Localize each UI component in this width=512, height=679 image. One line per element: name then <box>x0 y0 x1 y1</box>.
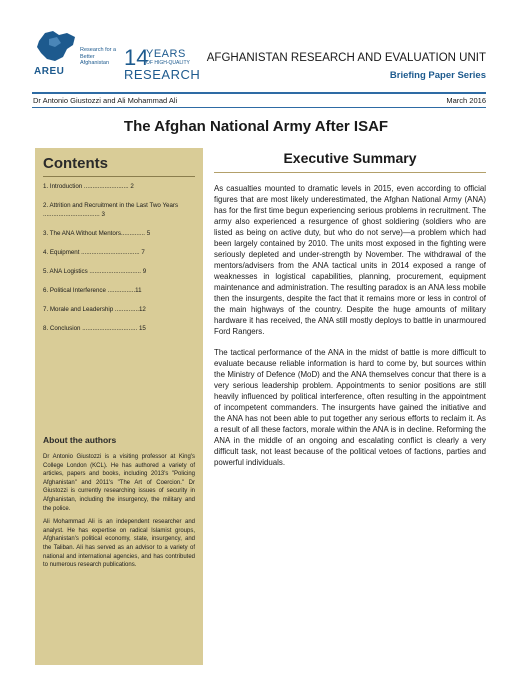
series-name: Briefing Paper Series <box>389 70 486 81</box>
years-word: YEARS <box>146 48 186 60</box>
toc-item[interactable]: 1. Introduction .......................... 2 <box>43 183 134 190</box>
sidebar <box>35 148 203 665</box>
toc-item[interactable]: 8. Conclusion ................................ 15 <box>43 325 146 332</box>
executive-summary-body <box>214 183 486 478</box>
author-byline: Dr Antonio Giustozzi and Ali Mohammad Ali <box>33 96 178 105</box>
summary-paragraph: The tactical performance of the ANA in the midst of battle is more difficult to evaluate because reliable information is hard to come by, but sources within the Ministry of Defence (MoD) and the ANA themselves concur that there is a very serious leadership problem. Appointments to senior positions are still heavily influenced by political interference, often resulting in the appointment of incompetent commanders. The insurgents have gained the initiative and the ANA has not been able to put together any serious efforts to reclaim it. As a result of all these factors, morale within the ANA is in decline. Reforming the ANA in the middle of an ongoing and escalating conflict is clearly a very difficult task, not least because of the political vetoes of factions, parties and powerful individuals. <box>214 348 486 467</box>
years-number: 14 <box>124 45 149 70</box>
toc-item[interactable]: 2. Attrition and Recruitment in the Last Two Years ................................. 3 <box>43 202 179 218</box>
organization-name: AFGHANISTAN RESEARCH AND EVALUATION UNIT <box>206 52 486 64</box>
toc-item[interactable]: 7. Morale and Leadership ..............12 <box>43 306 146 313</box>
byline-divider <box>32 107 486 108</box>
author-bio-giustozzi: Dr Antonio Giustozzi is a visiting professor at King's College London (KCL). He has authored a variety of articles, papers and books, including 2013's "Policing Afghanistan" and 2011's "The Art of Coercion." Dr Giustozzi is currently researching issues of security in Afghanistan, including the insurgency, the military and the police. <box>43 454 195 512</box>
about-authors <box>43 435 195 575</box>
logo-tagline: Research for a Better Afghanistan <box>80 47 117 66</box>
publication-date: March 2016 <box>446 96 486 105</box>
section-divider <box>214 172 486 173</box>
summary-paragraph: As casualties mounted to dramatic levels in 2015, even according to official figures that are most likely underestimated, the Afghan National Army (ANA) has for the first time begun experiencing serious problems in recruitment. The army also experienced a resurgence of ghost soldiering (soldiers who are listed as being on active duty, but who do not serve)—a problem which had been largely contained by 2010. The units most exposed in the fighting were seriously depleted and under-strength by November. The withdrawal of the mentors/advisers from the ANA tactical units in 2014 exposed a range of weaknesses in logistical capabilities, planning, procurement, equipment maintenance and administration. The resulting paradox is an ANA less mobile then the insurgents, despite the fact that it remains more or less in control of the main highways of the country. Despite the huge amounts of military hardware it has received, the ANA still mostly deploys to battle in unarmoured Ford Rangers. <box>214 184 486 336</box>
paper-title: The Afghan National Army After ISAF <box>123 118 389 135</box>
contents-divider <box>43 176 195 177</box>
author-bio-ali: Ali Mohammad Ali is an independent researcher and analyst. He has expertise on radical Islamist groups, Afghanistan's political economy, state, insurgency, and the Taliban. Ali has served as an advisor to a variety of national and international agencies, and has contributed to numerous research publications. <box>43 519 195 569</box>
afghanistan-map-icon <box>33 27 79 67</box>
years-research: RESEARCH <box>124 67 201 82</box>
table-of-contents <box>43 182 195 343</box>
section-heading: Executive Summary <box>283 150 417 166</box>
toc-item[interactable]: 6. Political Interference ................11 <box>43 287 142 294</box>
about-heading: About the authors <box>43 435 117 445</box>
contents-heading: Contents <box>43 155 108 172</box>
toc-item[interactable]: 5. ANA Logistics .............................. 9 <box>43 268 147 275</box>
years-subtitle: OF HIGH-QUALITY <box>146 60 190 66</box>
toc-item[interactable]: 3. The ANA Without Mentors.............. 5 <box>43 230 151 237</box>
header-divider <box>32 92 486 94</box>
page-header <box>0 0 512 105</box>
logo-text: AREU <box>34 66 65 77</box>
toc-item[interactable]: 4. Equipment .................................. 7 <box>43 249 145 256</box>
